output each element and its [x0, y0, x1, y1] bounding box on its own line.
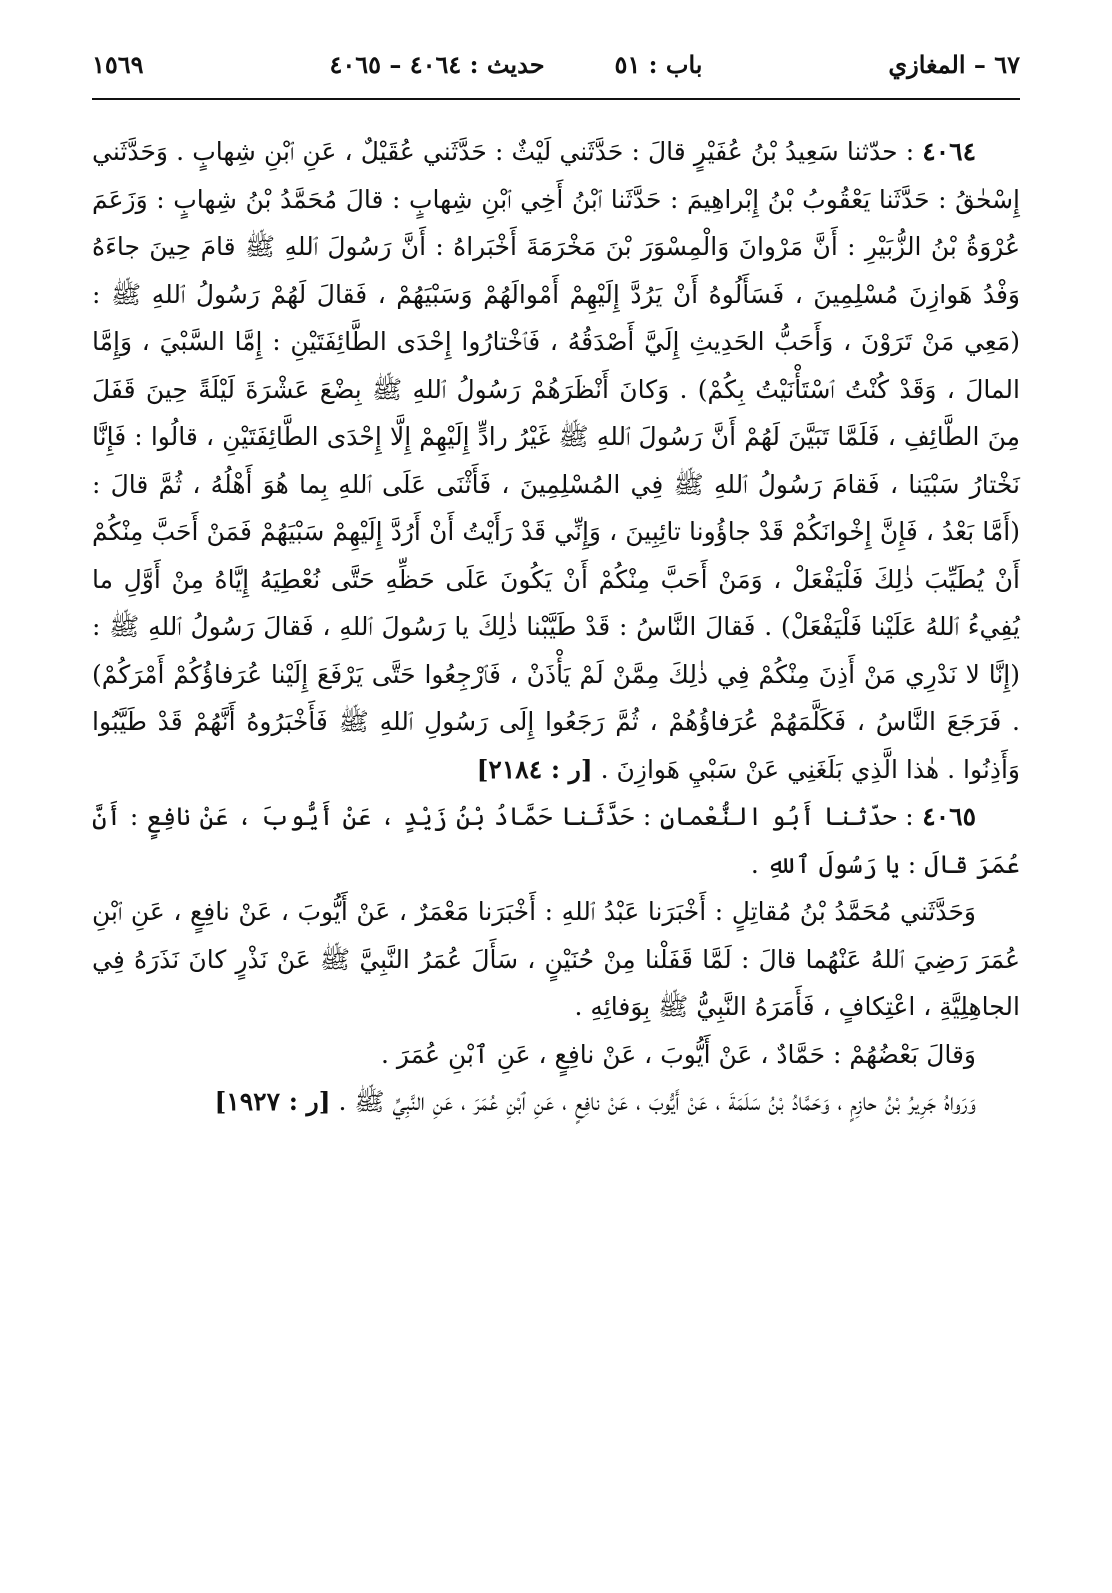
hadith-4064	[92, 128, 1020, 793]
header-divider	[92, 98, 1020, 100]
hadith-text: : حدّثنا سَعِيدُ بْنُ عُفَيْرٍ قالَ : حَدَّثَني لَيْثٌ : حَدَّثَني عُقَيْلٌ ، عَنِ ٱبْنِ شِهابٍ . وَحَدَّثَني إِسْحٰقُ : حَدَّثَنا يَعْقُوبُ بْنُ إِبْراهِيمَ : حَدَّثَنا ٱبْنُ أَخِي ٱبْنِ شِهابٍ : قالَ مُحَمَّدُ بْنُ شِهابٍ : وَزَعَمَ عُرْوَةُ بْنُ الزُّبَيْرِ : أَنَّ مَرْوانَ وَالْمِسْوَرَ بْنَ مَخْرَمَةَ أَخْبَراهُ : أَنَّ رَسُولَ ٱللهِ ﷺ قامَ حِينَ جاءَهُ وَفْدُ هَوازِنَ مُسْلِمِينَ ، فَسَأَلُوهُ أَنْ يَرُدَّ إِلَيْهِمْ أَمْوالَهُمْ وَسَبْيَهُمْ ، فَقالَ لَهُمْ رَسُولُ ٱللهِ ﷺ : (مَعِي مَنْ تَرَوْنَ ، وَأَحَبُّ الحَدِيثِ إِلَيَّ أَصْدَقُهُ ، فَٱخْتارُوا إِحْدَى الطَّائِفَتَيْنِ : إِمَّا السَّبْيَ ، وَإِمَّا المالَ ، وَقَدْ كُنْتُ ٱسْتَأْنَيْتُ بِكُمْ) . وَكانَ أَنْظَرَهُمْ رَسُولُ ٱللهِ ﷺ بِضْعَ عَشْرَةَ لَيْلَةً حِينَ قَفَلَ مِنَ الطَّائِفِ ، فَلَمَّا تَبَيَّنَ لَهُمْ أَنَّ رَسُولَ ٱللهِ ﷺ غَيْرُ رادٍّ إِلَيْهِمْ إِلَّا إِحْدَى الطَّائِفَتَيْنِ ، قالُوا : فَإِنَّا نَخْتارُ سَبْيَنا ، فَقامَ رَسُولُ ٱللهِ ﷺ فِي المُسْلِمِينَ ، فَأَثْنَى عَلَى ٱللهِ بِما هُوَ أَهْلُهُ ، ثُمَّ قالَ : (أَمَّا بَعْدُ ، فَإِنَّ إِخْوانَكُمْ قَدْ جاؤُونا تائِبِينَ ، وَإِنِّي قَدْ رَأَيْتُ أَنْ أَرُدَّ إِلَيْهِمْ سَبْيَهُمْ فَمَنْ أَحَبَّ مِنْكُمْ أَنْ يُطَيِّبَ ذٰلِكَ فَلْيَفْعَلْ ، وَمَنْ أَحَبَّ مِنْكُمْ أَنْ يَكُونَ عَلَى حَظِّهِ حَتَّى نُعْطِيَهُ إِيَّاهُ مِنْ أَوَّلِ ما يُفِيءُ ٱللهُ عَلَيْنا فَلْيَفْعَلْ) . فَقالَ النَّاسُ : قَدْ طَيَّبْنا ذٰلِكَ يا رَسُولَ ٱللهِ ، فَقالَ رَسُولُ ٱللهِ ﷺ : (إِنَّا لا نَدْرِي مَنْ أَذِنَ مِنْكُمْ فِي ذٰلِكَ مِمَّنْ لَمْ يَأْذَنْ ، فَٱرْجِعُوا حَتَّى يَرْفَعَ إِلَيْنا عُرَفاؤُكُمْ أَمْرَكُمْ) . فَرَجَعَ النَّاسُ ، فَكَلَّمَهُمْ عُرَفاؤُهُمْ ، ثُمَّ رَجَعُوا إِلَى رَسُولِ ٱللهِ ﷺ فَأَخْبَرُوهُ أَنَّهُمْ قَدْ طَيَّبُوا وَأَذِنُوا . هٰذا الَّذِي بَلَغَنِي عَنْ سَبْيِ هَوازِنَ .	[92, 137, 1020, 784]
hadith-4065-chain-4	[92, 1078, 1020, 1126]
cross-reference: [ر : ١٩٢٧]	[214, 1087, 331, 1116]
hadith-4065	[92, 793, 1020, 888]
hadith-text: وَقالَ بَعْضُهُمْ : حَمَّادٌ ، عَنْ أَيُّوبَ ، عَنْ نافِعٍ ، عَنِ ٱبْنِ عُمَرَ .	[381, 1039, 976, 1069]
hadith-text: وَحَدَّثَني مُحَمَّدُ بْنُ مُقاتِلٍ : أَخْبَرَنا عَبْدُ ٱللهِ : أَخْبَرَنا مَعْمَرٌ ، عَنْ أَيُّوبَ ، عَنْ نافِعٍ ، عَنِ ٱبْنِ عُمَرَ رَضِيَ ٱللهُ عَنْهُما قالَ : لَمَّا قَفَلْنا مِنْ حُنَيْنٍ ، سَأَلَ عُمَرُ النَّبِيَّ ﷺ عَنْ نَذْرٍ كانَ نَذَرَهُ فِي الجاهِلِيَّةِ ، اعْتِكافٍ ، فَأَمَرَهُ النَّبِيُّ ﷺ بِوَفائِهِ .	[92, 897, 1020, 1021]
hadith-text: وَرَواهُ جَرِيرُ بْنُ حازِمٍ ، وَحَمَّادُ بْنُ سَلَمَةَ ، عَنْ أَيُّوبَ ، عَنْ نافِعٍ ، عَنِ ٱبْنِ عُمَرَ ، عَنِ النَّبِيِّ ﷺ .	[330, 1087, 976, 1116]
chapter-title: ٦٧ – المغازي	[888, 49, 1020, 79]
page-header	[92, 38, 1020, 90]
hadith-4065-chain-3	[92, 1031, 1020, 1079]
bab-number: باب : ٥١	[614, 49, 703, 79]
hadith-4065-chain-2	[92, 888, 1020, 1031]
hadith-text: : حدّثنا أَبُو النُّعْمانِ : حَدَّثَنا حَمَّادُ بْنُ زَيْدٍ ، عَنْ أَيُّوبَ ، عَنْ نافِعٍ : أَنَّ عُمَرَ قالَ : يا رَسُولَ ٱللهِ .	[92, 802, 1020, 879]
hadith-number: ٤٠٦٤	[922, 137, 976, 166]
cross-reference: [ر : ٢١٨٤]	[476, 754, 593, 784]
hadith-number: ٤٠٦٥	[922, 802, 976, 831]
header-reference	[329, 50, 702, 79]
hadith-range: حديث : ٤٠٦٤ – ٤٠٦٥	[329, 49, 545, 79]
main-text	[92, 128, 1020, 1126]
page-number: ١٥٦٩	[92, 49, 144, 79]
